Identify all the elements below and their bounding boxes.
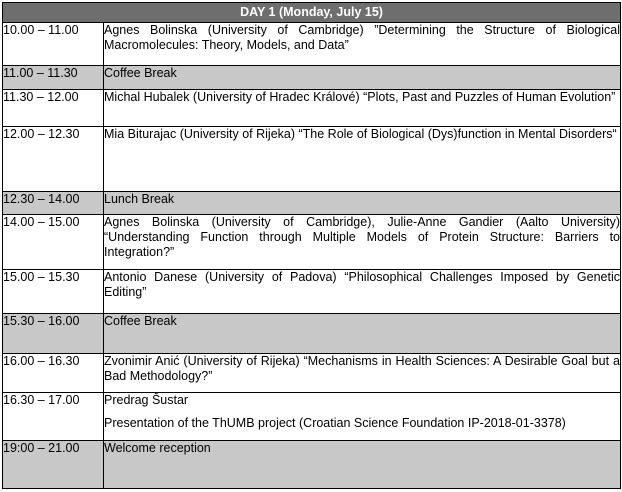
day-header: DAY 1 (Monday, July 15) <box>3 3 621 23</box>
session-text: Welcome reception <box>104 441 211 455</box>
session-text: Agnes Bolinska (University of Cambridge) ”Determining the Structure of Biological Macromolecules: Theory, Models, and Data” <box>104 23 620 52</box>
session-text: Coffee Break <box>104 66 177 80</box>
session-text: Lunch Break <box>104 192 175 206</box>
table-row <box>3 354 621 393</box>
table-row <box>3 127 621 192</box>
session-description <box>104 354 621 393</box>
time-slot: 12.30 – 14.00 <box>3 192 104 215</box>
session-text: Michal Hubalek (University of Hradec Králové) “Plots, Past and Puzzles of Human Evolution” <box>104 90 616 104</box>
session-description <box>104 314 621 354</box>
table-row <box>3 441 621 489</box>
time-slot: 12.00 – 12.30 <box>3 127 104 192</box>
session-description <box>104 90 621 127</box>
session-description <box>104 270 621 314</box>
table-row <box>3 23 621 66</box>
session-description <box>104 23 621 66</box>
session-description <box>104 127 621 192</box>
session-description <box>104 441 621 489</box>
session-description <box>104 192 621 215</box>
session-text: Zvonimir Anić (University of Rijeka) “Mechanisms in Health Sciences: A Desirable Goal but a Bad Methodology?” <box>104 354 620 383</box>
time-slot: 16.30 – 17.00 <box>3 393 104 441</box>
table-row <box>3 270 621 314</box>
table-row <box>3 393 621 441</box>
session-description <box>104 215 621 270</box>
time-slot: 16.00 – 16.30 <box>3 354 104 393</box>
session-text: Antonio Danese (University of Padova) “Philosophical Challenges Imposed by Genetic Editing” <box>104 270 620 299</box>
schedule-table <box>2 2 621 489</box>
table-row <box>3 192 621 215</box>
time-slot: 14.00 – 15.00 <box>3 215 104 270</box>
time-slot: 10.00 – 11.00 <box>3 23 104 66</box>
session-text: Agnes Bolinska (University of Cambridge), Julie-Anne Gandier (Aalto University) “Understanding Function through Multiple Models of Protein Structure: Barriers to Integration?” <box>104 215 620 259</box>
table-row <box>3 66 621 90</box>
session-text: Predrag Šustar <box>104 393 189 407</box>
session-description <box>104 393 621 441</box>
session-text: Mia Biturajac (University of Rijeka) “The Role of Biological (Dys)function in Mental Disorders“ <box>104 127 617 141</box>
time-slot: 19:00 – 21.00 <box>3 441 104 489</box>
table-row <box>3 314 621 354</box>
time-slot: 15.00 – 15.30 <box>3 270 104 314</box>
table-row <box>3 90 621 127</box>
session-text: Coffee Break <box>104 314 177 328</box>
schedule-sheet <box>2 2 620 489</box>
day-header-row <box>3 3 621 23</box>
session-description <box>104 66 621 90</box>
session-text-secondary: Presentation of the ThUMB project (Croatian Science Foundation IP-2018-01-3378) <box>104 416 566 430</box>
time-slot: 11.30 – 12.00 <box>3 90 104 127</box>
time-slot: 11.00 – 11.30 <box>3 66 104 90</box>
table-row <box>3 215 621 270</box>
time-slot: 15.30 – 16.00 <box>3 314 104 354</box>
